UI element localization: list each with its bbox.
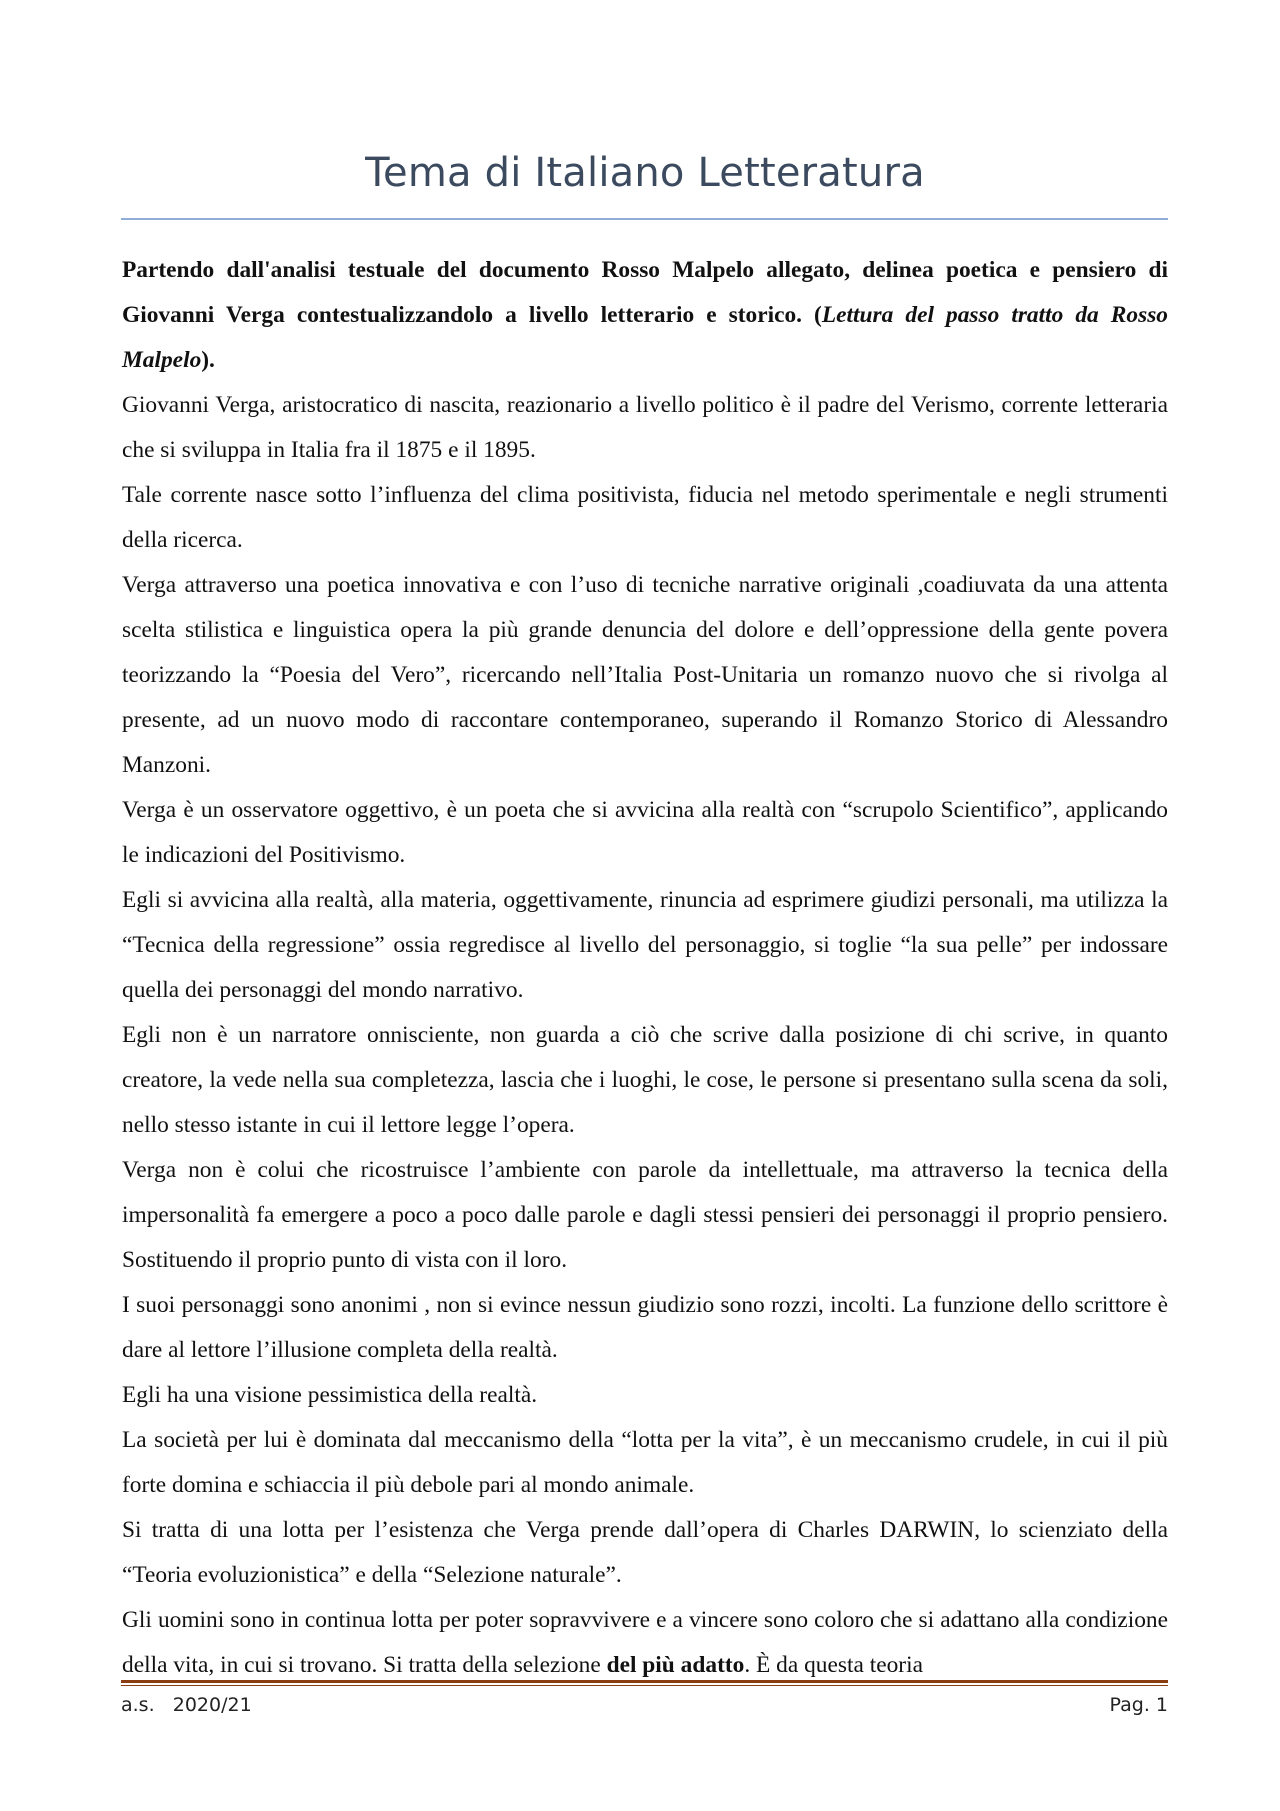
footer-divider-thin <box>121 1685 1168 1686</box>
intro-paragraph <box>122 248 1168 383</box>
paragraph: Si tratta di una lotta per l’esistenza che Verga prende dall’opera di Charles DARWIN, lo scienziato della “Teoria evoluzionistica” e della “Selezione naturale”. <box>122 1517 1168 1588</box>
paragraph: Verga attraverso una poetica innovativa e con l’uso di tecniche narrative originali ,coadiuvata da una attenta scelta stilistica e linguistica opera la più grande denuncia del dolore e dell’oppressione della gente povera teorizzando la “Poesia del Vero”, ricercando nell’Italia Post-Unitaria un romanzo nuovo che si rivolga al presente, ad un nuovo modo di raccontare contemporaneo, superando il Romanzo Storico di Alessandro Manzoni. <box>122 572 1168 778</box>
page-title: Tema di Italiano Letteratura <box>365 150 925 196</box>
paragraph: I suoi personaggi sono anonimi , non si evince nessun giudizio sono rozzi, incolti. La funzione dello scrittore è dare al lettore l’illusione completa della realtà. <box>122 1292 1168 1363</box>
intro-bold-text: Partendo dall'analisi testuale del documento Rosso Malpelo allegato, delinea poetica e pensiero di Giovanni Verga contestualizzandolo a livello letterario e storico. ( <box>122 257 1168 328</box>
paragraph: Verga è un osservatore oggettivo, è un poeta che si avvicina alla realtà con “scrupolo Scientifico”, applicando le indicazioni del Positivismo. <box>122 797 1168 868</box>
paragraph: Egli si avvicina alla realtà, alla materia, oggettivamente, rinuncia ad esprimere giudizi personali, ma utilizza la “Tecnica della regressione” ossia regredisce al livello del personaggio, si toglie “la sua pelle” per indossare quella dei personaggi del mondo narrativo. <box>122 887 1168 1003</box>
paragraph: Egli ha una visione pessimistica della realtà. <box>122 1382 538 1408</box>
paragraph: Giovanni Verga, aristocratico di nascita, reazionario a livello politico è il padre del Verismo, corrente letteraria che si sviluppa in Italia fra il 1875 e il 1895. <box>122 392 1168 463</box>
last-paragraph <box>122 1598 1168 1688</box>
paragraph: Verga non è colui che ricostruisce l’ambiente con parole da intellettuale, ma attraverso la tecnica della impersonalità fa emergere a poco a poco dalle parole e dagli stessi pensieri dei personaggi il proprio pensiero. Sostituendo il proprio punto di vista con il loro. <box>122 1157 1168 1273</box>
footer-divider-thick <box>121 1680 1168 1683</box>
intro-closing: ). <box>201 347 215 373</box>
school-year: a.s. 2020/21 <box>121 1694 252 1716</box>
document-body <box>122 248 1168 1688</box>
last-paragraph-tail: . È da questa teoria <box>744 1652 923 1678</box>
page-number: Pag. 1 <box>1109 1694 1168 1716</box>
title-divider <box>121 218 1168 220</box>
intro-italic-text: Lettura del passo tratto da Rosso Malpelo <box>122 302 1168 373</box>
paragraph: Egli non è un narratore onnisciente, non guarda a ciò che scrive dalla posizione di chi scrive, in quanto creatore, la vede nella sua completezza, lascia che i luoghi, le cose, le persone si presentano sulla scena da soli, nello stesso istante in cui il lettore legge l’opera. <box>122 1022 1168 1138</box>
paragraph: La società per lui è dominata dal meccanismo della “lotta per la vita”, è un meccanismo crudele, in cui il più forte domina e schiaccia il più debole pari al mondo animale. <box>122 1427 1168 1498</box>
paragraph: Tale corrente nasce sotto l’influenza del clima positivista, fiducia nel metodo sperimentale e negli strumenti della ricerca. <box>122 482 1168 553</box>
last-paragraph-text: Gli uomini sono in continua lotta per poter sopravvivere e a vincere sono coloro che si adattano alla condizione della vita, in cui si trovano. Si tratta della selezione <box>122 1607 1168 1678</box>
last-paragraph-bold: del più adatto <box>606 1652 745 1678</box>
